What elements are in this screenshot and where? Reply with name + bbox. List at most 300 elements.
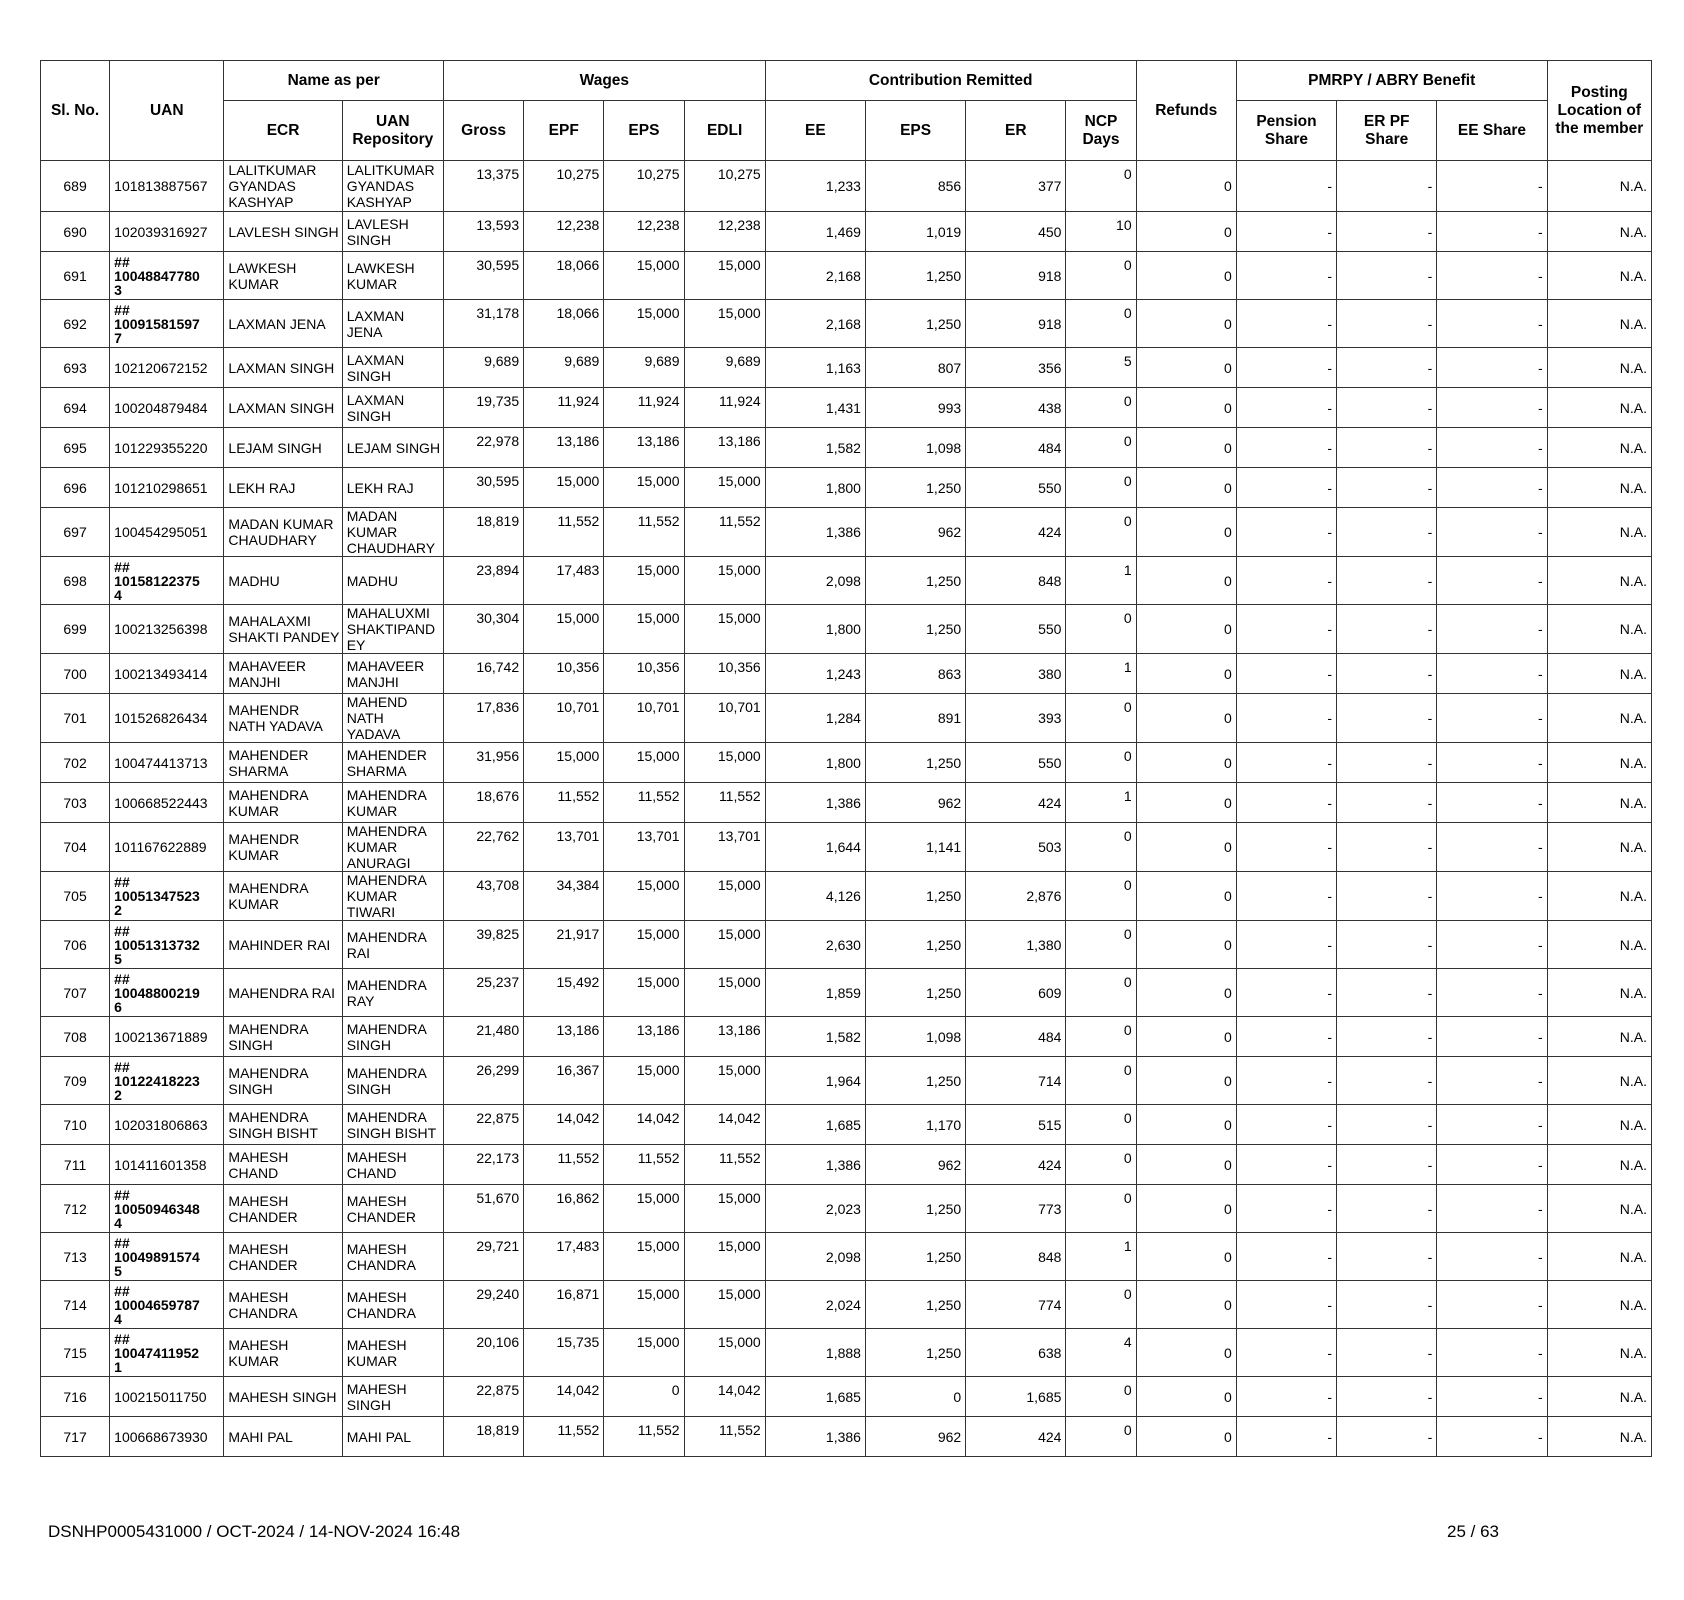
cell-epf: 16,871 bbox=[524, 1281, 604, 1329]
cell-er: 450 bbox=[966, 212, 1066, 252]
cell-contribution-eps: 1,250 bbox=[865, 872, 965, 921]
cell-uan bbox=[110, 1233, 224, 1281]
cell-ncp-days: 1 bbox=[1066, 557, 1136, 605]
cell-contribution-eps: 1,250 bbox=[865, 468, 965, 508]
cell-edli: 15,000 bbox=[684, 1057, 765, 1105]
cell-epf: 11,552 bbox=[524, 1145, 604, 1185]
cell-er-pf-share: - bbox=[1337, 1105, 1437, 1145]
cell-sl-no: 717 bbox=[41, 1417, 110, 1457]
cell-ee: 2,098 bbox=[765, 1233, 865, 1281]
cell-name-ecr: MADHU bbox=[224, 557, 342, 605]
cell-name-ecr: LAXMAN JENA bbox=[224, 300, 342, 348]
cell-ee-share: - bbox=[1437, 1057, 1547, 1105]
cell-sl-no: 714 bbox=[41, 1281, 110, 1329]
table-row bbox=[41, 388, 1652, 428]
cell-pension-share: - bbox=[1236, 605, 1336, 654]
cell-contribution-eps: 1,250 bbox=[865, 300, 965, 348]
cell-uan: 101210298651 bbox=[110, 468, 224, 508]
cell-contribution-eps: 863 bbox=[865, 654, 965, 694]
cell-ncp-days: 10 bbox=[1066, 212, 1136, 252]
cell-uan: 101229355220 bbox=[110, 428, 224, 468]
cell-uan bbox=[110, 1329, 224, 1377]
cell-contribution-eps: 1,141 bbox=[865, 823, 965, 872]
cell-gross: 31,178 bbox=[443, 300, 523, 348]
cell-epf: 13,701 bbox=[524, 823, 604, 872]
cell-er: 503 bbox=[966, 823, 1066, 872]
table-row bbox=[41, 921, 1652, 969]
cell-ee-share: - bbox=[1437, 508, 1547, 557]
cell-refunds: 0 bbox=[1136, 1377, 1236, 1417]
cell-er-pf-share: - bbox=[1337, 508, 1437, 557]
cell-name-ecr: MAHENDRA KUMAR bbox=[224, 872, 342, 921]
cell-refunds: 0 bbox=[1136, 468, 1236, 508]
uan-value: 10050946348 4 bbox=[114, 1200, 200, 1231]
cell-eps: 15,000 bbox=[604, 1281, 684, 1329]
cell-ee: 1,644 bbox=[765, 823, 865, 872]
cell-eps: 15,000 bbox=[604, 1329, 684, 1377]
table-row bbox=[41, 161, 1652, 212]
cell-ee-share: - bbox=[1437, 557, 1547, 605]
cell-ee-share: - bbox=[1437, 969, 1547, 1017]
header-pension-share: Pension Share bbox=[1236, 101, 1336, 161]
cell-gross: 16,742 bbox=[443, 654, 523, 694]
cell-er: 1,685 bbox=[966, 1377, 1066, 1417]
cell-contribution-eps: 1,250 bbox=[865, 1233, 965, 1281]
cell-ee: 1,859 bbox=[765, 969, 865, 1017]
cell-edli: 15,000 bbox=[684, 300, 765, 348]
table-row bbox=[41, 468, 1652, 508]
cell-er-pf-share: - bbox=[1337, 1185, 1437, 1233]
cell-eps: 0 bbox=[604, 1377, 684, 1417]
cell-pension-share: - bbox=[1236, 388, 1336, 428]
cell-sl-no: 710 bbox=[41, 1105, 110, 1145]
cell-er-pf-share: - bbox=[1337, 428, 1437, 468]
cell-name-uan-repository: MAHAVEER MANJHI bbox=[342, 654, 443, 694]
uan-value: 10091581597 7 bbox=[114, 315, 200, 346]
cell-pension-share: - bbox=[1236, 872, 1336, 921]
cell-refunds: 0 bbox=[1136, 1329, 1236, 1377]
cell-name-uan-repository: MAHESH CHAND bbox=[342, 1145, 443, 1185]
header-eps: EPS bbox=[604, 101, 684, 161]
cell-gross: 31,956 bbox=[443, 743, 523, 783]
cell-er-pf-share: - bbox=[1337, 348, 1437, 388]
cell-er-pf-share: - bbox=[1337, 921, 1437, 969]
cell-eps: 15,000 bbox=[604, 1057, 684, 1105]
cell-ncp-days: 1 bbox=[1066, 654, 1136, 694]
cell-er-pf-share: - bbox=[1337, 1281, 1437, 1329]
cell-posting-location: N.A. bbox=[1547, 428, 1651, 468]
cell-name-uan-repository: MAHENDRA RAY bbox=[342, 969, 443, 1017]
cell-ncp-days: 0 bbox=[1066, 694, 1136, 743]
cell-er: 609 bbox=[966, 969, 1066, 1017]
cell-name-uan-repository: LAVLESH SINGH bbox=[342, 212, 443, 252]
table-row bbox=[41, 1417, 1652, 1457]
cell-posting-location: N.A. bbox=[1547, 783, 1651, 823]
cell-pension-share: - bbox=[1236, 694, 1336, 743]
cell-name-ecr: MAHESH CHANDER bbox=[224, 1185, 342, 1233]
header-edli: EDLI bbox=[684, 101, 765, 161]
cell-edli: 11,552 bbox=[684, 1145, 765, 1185]
cell-gross: 20,106 bbox=[443, 1329, 523, 1377]
uan-marker: ## bbox=[114, 1282, 130, 1299]
cell-sl-no: 695 bbox=[41, 428, 110, 468]
cell-name-ecr: MAHESH KUMAR bbox=[224, 1329, 342, 1377]
cell-ncp-days: 0 bbox=[1066, 508, 1136, 557]
cell-ee: 1,888 bbox=[765, 1329, 865, 1377]
cell-name-uan-repository: MAHENDRA SINGH bbox=[342, 1017, 443, 1057]
table-row bbox=[41, 1185, 1652, 1233]
cell-eps: 9,689 bbox=[604, 348, 684, 388]
cell-eps: 15,000 bbox=[604, 300, 684, 348]
cell-pension-share: - bbox=[1236, 1185, 1336, 1233]
cell-er-pf-share: - bbox=[1337, 300, 1437, 348]
cell-refunds: 0 bbox=[1136, 1057, 1236, 1105]
header-ncp-days: NCP Days bbox=[1066, 101, 1136, 161]
cell-contribution-eps: 1,250 bbox=[865, 605, 965, 654]
cell-name-ecr: MAHESH CHANDRA bbox=[224, 1281, 342, 1329]
uan-value: 10051313732 5 bbox=[114, 936, 200, 967]
cell-posting-location: N.A. bbox=[1547, 1233, 1651, 1281]
table-row bbox=[41, 823, 1652, 872]
cell-gross: 22,875 bbox=[443, 1377, 523, 1417]
cell-refunds: 0 bbox=[1136, 1233, 1236, 1281]
cell-gross: 18,819 bbox=[443, 1417, 523, 1457]
cell-er: 550 bbox=[966, 743, 1066, 783]
cell-name-ecr: LEJAM SINGH bbox=[224, 428, 342, 468]
cell-ee: 1,800 bbox=[765, 743, 865, 783]
cell-eps: 10,275 bbox=[604, 161, 684, 212]
cell-er: 424 bbox=[966, 508, 1066, 557]
cell-sl-no: 689 bbox=[41, 161, 110, 212]
cell-eps: 15,000 bbox=[604, 1233, 684, 1281]
cell-uan bbox=[110, 1281, 224, 1329]
cell-contribution-eps: 1,098 bbox=[865, 428, 965, 468]
cell-uan: 101411601358 bbox=[110, 1145, 224, 1185]
header-uan-repository: UAN Repository bbox=[342, 101, 443, 161]
cell-name-uan-repository: MAHENDRA KUMAR ANURAGI bbox=[342, 823, 443, 872]
cell-name-ecr: LAXMAN SINGH bbox=[224, 388, 342, 428]
cell-name-uan-repository: LAWKESH KUMAR bbox=[342, 252, 443, 300]
cell-gross: 13,375 bbox=[443, 161, 523, 212]
header-ecr: ECR bbox=[224, 101, 342, 161]
cell-eps: 13,186 bbox=[604, 1017, 684, 1057]
cell-pension-share: - bbox=[1236, 508, 1336, 557]
cell-pension-share: - bbox=[1236, 1105, 1336, 1145]
uan-marker: ## bbox=[114, 970, 130, 987]
cell-gross: 18,676 bbox=[443, 783, 523, 823]
cell-er-pf-share: - bbox=[1337, 1377, 1437, 1417]
cell-posting-location: N.A. bbox=[1547, 300, 1651, 348]
cell-ee: 1,243 bbox=[765, 654, 865, 694]
cell-epf: 11,552 bbox=[524, 508, 604, 557]
cell-pension-share: - bbox=[1236, 428, 1336, 468]
cell-posting-location: N.A. bbox=[1547, 921, 1651, 969]
cell-name-ecr: MAHENDRA SINGH bbox=[224, 1057, 342, 1105]
cell-uan: 100213256398 bbox=[110, 605, 224, 654]
cell-name-ecr: MAHENDRA RAI bbox=[224, 969, 342, 1017]
cell-sl-no: 694 bbox=[41, 388, 110, 428]
cell-ncp-days: 0 bbox=[1066, 1281, 1136, 1329]
cell-uan bbox=[110, 969, 224, 1017]
cell-pension-share: - bbox=[1236, 212, 1336, 252]
cell-contribution-eps: 993 bbox=[865, 388, 965, 428]
cell-ee-share: - bbox=[1437, 468, 1547, 508]
cell-ee-share: - bbox=[1437, 1145, 1547, 1185]
cell-uan: 100204879484 bbox=[110, 388, 224, 428]
cell-name-ecr: MAHESH CHAND bbox=[224, 1145, 342, 1185]
header-er-pf-share: ER PF Share bbox=[1337, 101, 1437, 161]
cell-uan bbox=[110, 1185, 224, 1233]
cell-ee: 2,098 bbox=[765, 557, 865, 605]
cell-posting-location: N.A. bbox=[1547, 1185, 1651, 1233]
cell-refunds: 0 bbox=[1136, 872, 1236, 921]
cell-name-uan-repository: MAHENDRA RAI bbox=[342, 921, 443, 969]
cell-eps: 10,701 bbox=[604, 694, 684, 743]
cell-edli: 15,000 bbox=[684, 921, 765, 969]
cell-name-ecr: MAHESH CHANDER bbox=[224, 1233, 342, 1281]
table-row bbox=[41, 1105, 1652, 1145]
table-row bbox=[41, 557, 1652, 605]
cell-pension-share: - bbox=[1236, 252, 1336, 300]
cell-er-pf-share: - bbox=[1337, 743, 1437, 783]
uan-value: 10158122375 4 bbox=[114, 572, 200, 603]
cell-pension-share: - bbox=[1236, 921, 1336, 969]
cell-gross: 29,721 bbox=[443, 1233, 523, 1281]
uan-marker: ## bbox=[114, 253, 130, 270]
cell-pension-share: - bbox=[1236, 468, 1336, 508]
cell-ee-share: - bbox=[1437, 1417, 1547, 1457]
cell-eps: 10,356 bbox=[604, 654, 684, 694]
table-row bbox=[41, 743, 1652, 783]
cell-ee: 1,386 bbox=[765, 508, 865, 557]
cell-gross: 26,299 bbox=[443, 1057, 523, 1105]
cell-uan bbox=[110, 300, 224, 348]
cell-ncp-days: 0 bbox=[1066, 872, 1136, 921]
cell-posting-location: N.A. bbox=[1547, 823, 1651, 872]
cell-name-uan-repository: MAHENDER SHARMA bbox=[342, 743, 443, 783]
cell-edli: 15,000 bbox=[684, 1185, 765, 1233]
cell-er-pf-share: - bbox=[1337, 1017, 1437, 1057]
cell-uan bbox=[110, 252, 224, 300]
uan-value: 10122418223 2 bbox=[114, 1072, 200, 1103]
cell-refunds: 0 bbox=[1136, 1145, 1236, 1185]
cell-pension-share: - bbox=[1236, 1017, 1336, 1057]
cell-edli: 14,042 bbox=[684, 1377, 765, 1417]
cell-ee: 4,126 bbox=[765, 872, 865, 921]
cell-name-ecr: MAHESH SINGH bbox=[224, 1377, 342, 1417]
cell-name-ecr: MAHINDER RAI bbox=[224, 921, 342, 969]
cell-ee: 1,284 bbox=[765, 694, 865, 743]
cell-name-uan-repository: MAHALUXMI SHAKTIPAND EY bbox=[342, 605, 443, 654]
cell-ncp-days: 0 bbox=[1066, 921, 1136, 969]
footer-document-reference: DSNHP0005431000 / OCT-2024 / 14-NOV-2024 16:48 bbox=[48, 1522, 461, 1541]
cell-contribution-eps: 962 bbox=[865, 783, 965, 823]
cell-refunds: 0 bbox=[1136, 605, 1236, 654]
cell-edli: 15,000 bbox=[684, 1281, 765, 1329]
cell-name-ecr: MADAN KUMAR CHAUDHARY bbox=[224, 508, 342, 557]
cell-epf: 13,186 bbox=[524, 1017, 604, 1057]
cell-sl-no: 707 bbox=[41, 969, 110, 1017]
cell-ee-share: - bbox=[1437, 694, 1547, 743]
cell-edli: 15,000 bbox=[684, 743, 765, 783]
cell-ncp-days: 0 bbox=[1066, 300, 1136, 348]
cell-contribution-eps: 891 bbox=[865, 694, 965, 743]
cell-contribution-eps: 856 bbox=[865, 161, 965, 212]
cell-edli: 11,552 bbox=[684, 1417, 765, 1457]
cell-ncp-days: 0 bbox=[1066, 823, 1136, 872]
cell-gross: 29,240 bbox=[443, 1281, 523, 1329]
cell-refunds: 0 bbox=[1136, 348, 1236, 388]
cell-er: 550 bbox=[966, 468, 1066, 508]
cell-ee-share: - bbox=[1437, 921, 1547, 969]
cell-edli: 11,924 bbox=[684, 388, 765, 428]
table-row bbox=[41, 872, 1652, 921]
cell-uan: 100213493414 bbox=[110, 654, 224, 694]
cell-contribution-eps: 1,019 bbox=[865, 212, 965, 252]
cell-er: 918 bbox=[966, 300, 1066, 348]
cell-name-uan-repository: MAHESH CHANDRA bbox=[342, 1281, 443, 1329]
cell-gross: 43,708 bbox=[443, 872, 523, 921]
cell-ncp-days: 0 bbox=[1066, 428, 1136, 468]
cell-er-pf-share: - bbox=[1337, 694, 1437, 743]
cell-pension-share: - bbox=[1236, 654, 1336, 694]
table-body bbox=[41, 161, 1652, 1457]
cell-contribution-eps: 0 bbox=[865, 1377, 965, 1417]
uan-value: 10048847780 3 bbox=[114, 267, 200, 298]
cell-posting-location: N.A. bbox=[1547, 605, 1651, 654]
cell-eps: 15,000 bbox=[604, 557, 684, 605]
cell-ee: 1,386 bbox=[765, 783, 865, 823]
header-epf: EPF bbox=[524, 101, 604, 161]
cell-ncp-days: 1 bbox=[1066, 783, 1136, 823]
uan-marker: ## bbox=[114, 301, 130, 318]
cell-ee: 2,168 bbox=[765, 252, 865, 300]
table-row bbox=[41, 969, 1652, 1017]
cell-epf: 10,356 bbox=[524, 654, 604, 694]
cell-sl-no: 697 bbox=[41, 508, 110, 557]
cell-refunds: 0 bbox=[1136, 743, 1236, 783]
cell-refunds: 0 bbox=[1136, 428, 1236, 468]
header-pmrpy-abry: PMRPY / ABRY Benefit bbox=[1236, 61, 1547, 101]
cell-refunds: 0 bbox=[1136, 212, 1236, 252]
header-sl-no: Sl. No. bbox=[41, 61, 110, 161]
cell-epf: 16,367 bbox=[524, 1057, 604, 1105]
cell-ncp-days: 4 bbox=[1066, 1329, 1136, 1377]
cell-gross: 23,894 bbox=[443, 557, 523, 605]
cell-contribution-eps: 1,250 bbox=[865, 252, 965, 300]
cell-ee: 1,800 bbox=[765, 605, 865, 654]
cell-gross: 18,819 bbox=[443, 508, 523, 557]
cell-contribution-eps: 962 bbox=[865, 508, 965, 557]
cell-ee-share: - bbox=[1437, 348, 1547, 388]
cell-refunds: 0 bbox=[1136, 1017, 1236, 1057]
table-row bbox=[41, 605, 1652, 654]
cell-sl-no: 702 bbox=[41, 743, 110, 783]
cell-contribution-eps: 1,250 bbox=[865, 1281, 965, 1329]
cell-epf: 11,552 bbox=[524, 1417, 604, 1457]
table-row bbox=[41, 1233, 1652, 1281]
cell-contribution-eps: 1,250 bbox=[865, 1057, 965, 1105]
table-row bbox=[41, 1017, 1652, 1057]
cell-er: 515 bbox=[966, 1105, 1066, 1145]
cell-ee: 2,168 bbox=[765, 300, 865, 348]
cell-ee-share: - bbox=[1437, 388, 1547, 428]
cell-epf: 9,689 bbox=[524, 348, 604, 388]
cell-ee-share: - bbox=[1437, 1377, 1547, 1417]
cell-pension-share: - bbox=[1236, 783, 1336, 823]
cell-posting-location: N.A. bbox=[1547, 557, 1651, 605]
cell-refunds: 0 bbox=[1136, 557, 1236, 605]
cell-ee-share: - bbox=[1437, 605, 1547, 654]
table-row bbox=[41, 1329, 1652, 1377]
uan-value: 10048800219 6 bbox=[114, 984, 200, 1015]
cell-ee: 1,685 bbox=[765, 1105, 865, 1145]
header-ee-share: EE Share bbox=[1437, 101, 1547, 161]
cell-uan bbox=[110, 921, 224, 969]
cell-name-ecr: LAVLESH SINGH bbox=[224, 212, 342, 252]
cell-name-uan-repository: MAHESH CHANDRA bbox=[342, 1233, 443, 1281]
cell-sl-no: 696 bbox=[41, 468, 110, 508]
cell-posting-location: N.A. bbox=[1547, 1017, 1651, 1057]
uan-marker: ## bbox=[114, 922, 130, 939]
cell-ncp-days: 0 bbox=[1066, 1417, 1136, 1457]
cell-pension-share: - bbox=[1236, 1281, 1336, 1329]
cell-edli: 14,042 bbox=[684, 1105, 765, 1145]
cell-pension-share: - bbox=[1236, 557, 1336, 605]
cell-uan bbox=[110, 557, 224, 605]
cell-refunds: 0 bbox=[1136, 921, 1236, 969]
cell-sl-no: 713 bbox=[41, 1233, 110, 1281]
cell-ee: 2,024 bbox=[765, 1281, 865, 1329]
cell-epf: 18,066 bbox=[524, 300, 604, 348]
cell-ncp-days: 5 bbox=[1066, 348, 1136, 388]
cell-contribution-eps: 1,250 bbox=[865, 1185, 965, 1233]
cell-name-uan-repository: LAXMAN SINGH bbox=[342, 388, 443, 428]
cell-epf: 10,275 bbox=[524, 161, 604, 212]
cell-ee: 1,685 bbox=[765, 1377, 865, 1417]
cell-uan: 100668673930 bbox=[110, 1417, 224, 1457]
cell-ee-share: - bbox=[1437, 212, 1547, 252]
cell-eps: 15,000 bbox=[604, 1185, 684, 1233]
cell-pension-share: - bbox=[1236, 823, 1336, 872]
cell-eps: 11,552 bbox=[604, 1417, 684, 1457]
cell-name-uan-repository: MAHESH CHANDER bbox=[342, 1185, 443, 1233]
cell-er: 774 bbox=[966, 1281, 1066, 1329]
cell-name-ecr: MAHI PAL bbox=[224, 1417, 342, 1457]
cell-er: 380 bbox=[966, 654, 1066, 694]
cell-sl-no: 690 bbox=[41, 212, 110, 252]
cell-refunds: 0 bbox=[1136, 694, 1236, 743]
uan-value: 10049891574 5 bbox=[114, 1248, 200, 1279]
cell-eps: 15,000 bbox=[604, 468, 684, 508]
cell-sl-no: 701 bbox=[41, 694, 110, 743]
cell-pension-share: - bbox=[1236, 969, 1336, 1017]
cell-er: 773 bbox=[966, 1185, 1066, 1233]
cell-sl-no: 709 bbox=[41, 1057, 110, 1105]
cell-epf: 10,701 bbox=[524, 694, 604, 743]
cell-ee-share: - bbox=[1437, 823, 1547, 872]
cell-name-uan-repository: LAXMAN SINGH bbox=[342, 348, 443, 388]
cell-posting-location: N.A. bbox=[1547, 694, 1651, 743]
cell-uan bbox=[110, 1057, 224, 1105]
table-row bbox=[41, 783, 1652, 823]
header-refunds: Refunds bbox=[1136, 61, 1236, 161]
cell-refunds: 0 bbox=[1136, 300, 1236, 348]
cell-ncp-days: 0 bbox=[1066, 1377, 1136, 1417]
cell-pension-share: - bbox=[1236, 1377, 1336, 1417]
cell-epf: 21,917 bbox=[524, 921, 604, 969]
cell-gross: 30,304 bbox=[443, 605, 523, 654]
